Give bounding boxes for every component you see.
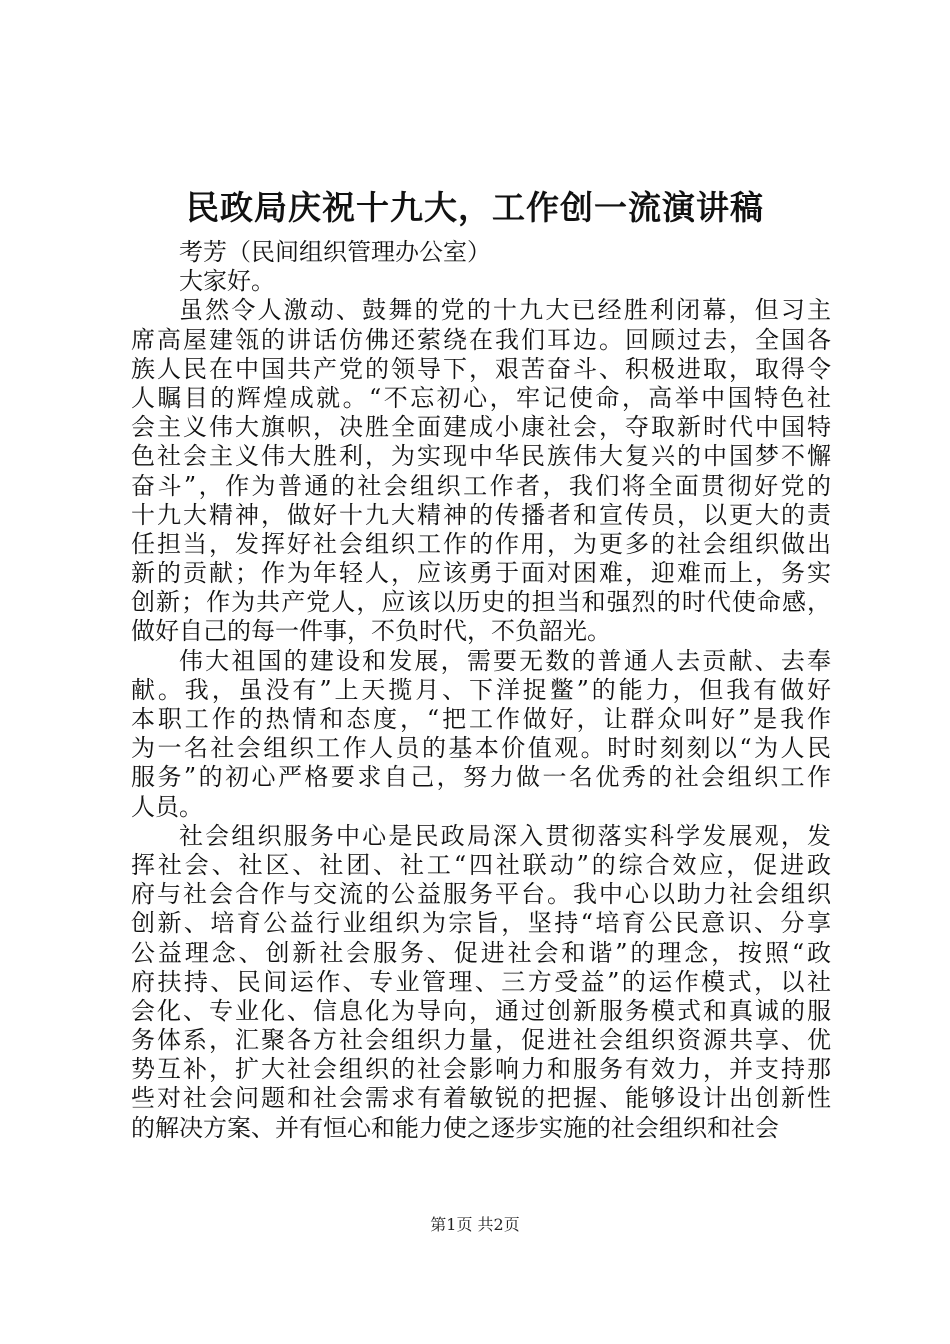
paragraph	[131, 822, 831, 1143]
paragraph-line: 族人民在中国共产党的领导下，艰苦奋斗、积极进取，取得令	[131, 354, 831, 383]
paragraph-line: 色社会主义伟大胜利，为实现中华民族伟大复兴的中国梦不懈	[131, 442, 831, 471]
paragraph-line: 的解决方案、并有恒心和能力使之逐步实施的社会组织和社会	[131, 1113, 779, 1142]
paragraph-line: 任担当，发挥好社会组织工作的作用，为更多的社会组织做出	[131, 529, 831, 558]
paragraph-line: 做好自己的每一件事，不负时代，不负韶光。	[131, 617, 611, 646]
document-title: 民政局庆祝十九大，工作创一流演讲稿	[186, 188, 764, 227]
page-footer: 第1页 共2页	[430, 1215, 520, 1234]
paragraph-line: 创新；作为共产党人，应该以历史的担当和强烈的时代使命感，	[131, 588, 831, 617]
paragraph-line: 人瞩目的辉煌成就。“不忘初心，牢记使命，高举中国特色社	[131, 383, 831, 412]
paragraph-line: 服务”的初心严格要求自己，努力做一名优秀的社会组织工作	[131, 763, 831, 792]
paragraph	[131, 647, 831, 822]
paragraph-line: 新的贡献；作为年轻人，应该勇于面对困难，迎难而上，务实	[131, 559, 831, 588]
paragraph-line: 会主义伟大旗帜，决胜全面建成小康社会，夺取新时代中国特	[131, 413, 831, 442]
paragraph-line: 席高屋建瓴的讲话仿佛还萦绕在我们耳边。回顾过去，全国各	[131, 325, 831, 354]
paragraph-line: 公益理念、创新社会服务、促进社会和谐”的理念，按照“政	[131, 938, 831, 967]
paragraph-line: 奋斗”，作为普通的社会组织工作者，我们将全面贯彻好党的	[131, 471, 831, 500]
paragraph-line: 十九大精神，做好十九大精神的传播者和宣传员，以更大的责	[131, 500, 831, 529]
paragraph-line: 为一名社会组织工作人员的基本价值观。时时刻刻以“为人民	[131, 734, 831, 763]
greeting-line: 大家好。	[179, 267, 275, 296]
paragraph-line: 创新、培育公益行业组织为宗旨，坚持“培育公民意识、分享	[131, 909, 831, 938]
document-body	[131, 238, 831, 1143]
paragraph	[131, 296, 831, 646]
paragraph-line: 府扶持、民间运作、专业管理、三方受益”的运作模式，以社	[131, 967, 831, 996]
paragraph-line: 虽然令人激动、鼓舞的党的十九大已经胜利闭幕，但习主	[179, 296, 831, 325]
paragraph-line: 献。我，虽没有”上天揽月、下洋捉鳖”的能力，但我有做好	[131, 675, 831, 704]
paragraph-line: 势互补，扩大社会组织的社会影响力和服务有效力，并支持那	[131, 1055, 831, 1084]
paragraph-line: 本职工作的热情和态度，“把工作做好，让群众叫好”是我作	[131, 705, 831, 733]
paragraph-line: 社会组织服务中心是民政局深入贯彻落实科学发展观，发	[179, 821, 831, 850]
paragraph-line: 府与社会合作与交流的公益服务平台。我中心以助力社会组织	[131, 880, 831, 909]
paragraph-line: 些对社会问题和社会需求有着敏锐的把握、能够设计出创新性	[131, 1084, 831, 1113]
paragraph-line: 会化、专业化、信息化为导向，通过创新服务模式和真诚的服	[131, 996, 831, 1025]
paragraph-line: 伟大祖国的建设和发展，需要无数的普通人去贡献、去奉	[179, 646, 831, 675]
paragraph-container	[131, 296, 831, 1142]
paragraph-line: 人员。	[131, 792, 203, 821]
author-line: 考芳（民间组织管理办公室）	[179, 238, 491, 266]
paragraph-line: 挥社会、社区、社团、社工“四社联动”的综合效应，促进政	[131, 850, 831, 879]
paragraph-line: 务体系，汇聚各方社会组织力量，促进社会组织资源共享、优	[131, 1026, 831, 1055]
